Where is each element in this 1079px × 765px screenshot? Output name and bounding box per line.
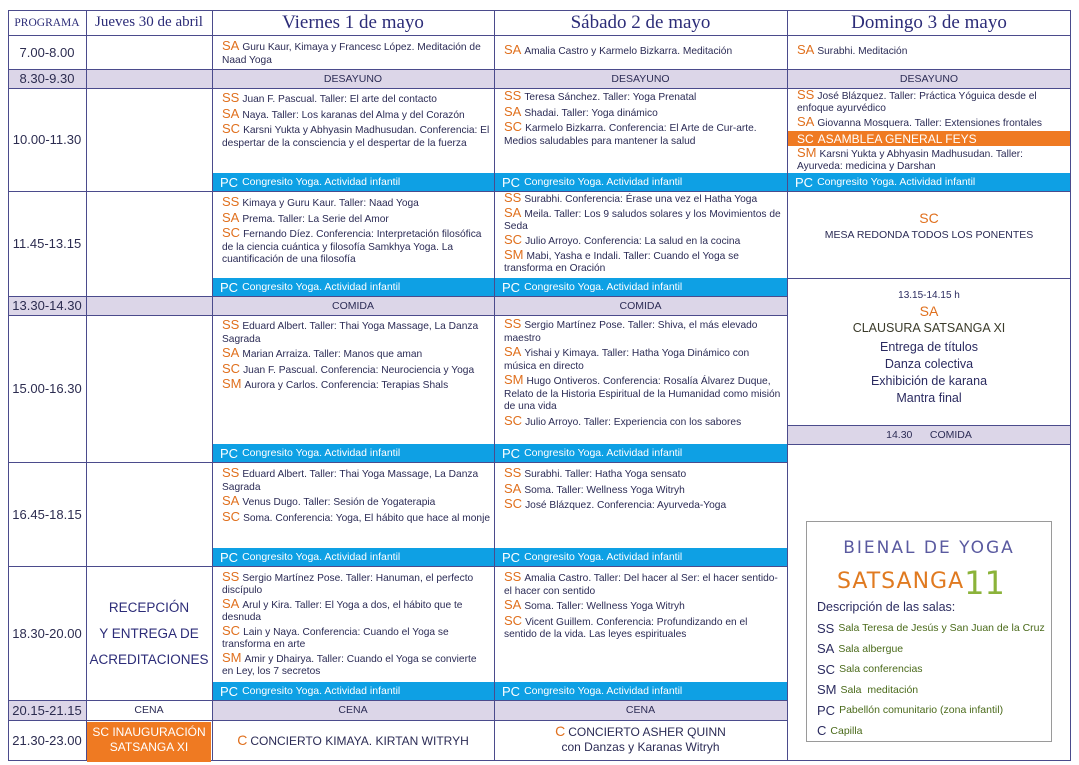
activity-text: Teresa Sánchez. Taller: Yoga Prenatal <box>524 92 697 103</box>
legend-item <box>817 700 1049 721</box>
pc-bar: PC Congresito Yoga. Actividad infantil <box>212 278 494 296</box>
pc-bar: PC Congresito Yoga. Actividad infantil <box>212 444 494 462</box>
legend-item <box>817 618 1049 639</box>
activity-item <box>504 498 782 513</box>
asamblea-banner: SC ASAMBLEA GENERAL FEYS <box>788 131 1070 146</box>
activity-item <box>222 571 490 597</box>
legend-text: Capilla <box>830 724 863 737</box>
activity-item <box>504 571 782 598</box>
activity-text: Juan F. Pascual. Conferencia: Neurociencia y Yoga <box>243 364 475 376</box>
room-code: SA <box>504 205 522 220</box>
recepcion: RECEPCIÓN Y ENTREGA DE ACREDITACIONES <box>89 600 209 667</box>
activity-item <box>504 346 784 373</box>
activity-text: Karmelo Bizkarra. Conferencia: El Arte de Cur-arte. Medios saludables para mantener la salud <box>504 123 757 147</box>
activity-text: Eduard Albert. Taller: Thai Yoga Massage, La Danza Sagrada <box>222 321 479 345</box>
activity-text: Sergio Martínez Pose. Taller: Shiva, el más elevado maestro <box>504 320 758 344</box>
header-viernes: Viernes 1 de mayo <box>282 11 424 33</box>
grid-line <box>8 462 787 463</box>
sabado-r3 <box>504 90 782 149</box>
domingo-r3b <box>797 147 1065 174</box>
legend-item <box>817 721 1049 742</box>
sabado-r6 <box>504 318 784 430</box>
room-code: SA <box>222 38 240 53</box>
legend-text: Sala Teresa de Jesús y San Juan de la Cruz <box>838 622 1045 635</box>
grid-line <box>8 296 787 297</box>
room-code: SS <box>222 90 240 105</box>
activity-item <box>222 625 490 651</box>
activity-item <box>504 480 782 498</box>
room-code: SS <box>797 87 815 102</box>
activity-item <box>222 196 490 211</box>
activity-item <box>504 103 782 121</box>
room-code: SS <box>504 88 522 103</box>
legend-text: Sala albergue <box>838 642 904 655</box>
activity-text: Karsni Yukta y Abhyasin Madhusudan. Taller: Ayurveda: medicina y Darshan <box>797 149 1023 172</box>
activity-item <box>222 123 490 150</box>
activity-item <box>504 90 782 105</box>
legend-item <box>817 639 1049 660</box>
activity-item <box>504 318 784 345</box>
room-code: SA <box>222 209 240 225</box>
activity-text: Fernando Díez. Conferencia: Interpretación filosófica de la ciencia cuántica y filosofía Samkhya Yoga. La cuantificación de una filosofía <box>222 229 482 265</box>
time-slot: 10.00-11.30 <box>12 132 82 147</box>
grid-line <box>212 10 213 761</box>
time-slot: 13.30-14.30 <box>12 298 82 313</box>
room-code: SA <box>222 493 240 508</box>
pc-bar: PC Congresito Yoga. Actividad infantil <box>494 444 787 462</box>
activity-text: Hugo Ontiveros. Conferencia: Rosalía Álvarez Duque, Relato de la Historia Espiritual de la Humanidad como misión de una vida <box>504 376 781 412</box>
viernes-r4 <box>222 196 490 268</box>
activity-text: Soma. Taller: Wellness Yoga Witryh <box>524 601 685 612</box>
pc-bar: PC Congresito Yoga. Actividad infantil <box>787 173 1071 191</box>
activity-item <box>222 347 490 362</box>
desayuno-label: DESAYUNO <box>899 73 959 85</box>
activity-text: Lain y Naya. Conferencia: Cuando el Yoga se transforma en arte <box>222 627 449 650</box>
cena-label: CENA <box>338 704 368 716</box>
room-code: SA <box>797 42 815 57</box>
activity-text: Giovanna Mosquera. Taller: Extensiones frontales <box>817 118 1042 129</box>
activity-text: Arul y Kira. Taller: El Yoga a dos, el hábito que te desnuda <box>222 600 463 623</box>
activity-item <box>222 105 490 123</box>
time-slot: 18.30-20.00 <box>12 625 82 641</box>
legend-text: Sala conferencias <box>839 663 923 676</box>
activity-item <box>504 44 782 59</box>
room-code: SS <box>222 194 240 209</box>
activity-item <box>222 652 490 678</box>
viernes-r6 <box>222 319 490 394</box>
activity-text: Prema. Taller: La Serie del Amor <box>242 213 389 225</box>
room-code: SA <box>797 114 815 129</box>
legend-code: SC <box>817 661 836 677</box>
activity-text: Naya. Taller: Los karanas del Alma y del Corazón <box>242 109 465 121</box>
grid-line <box>787 278 1071 279</box>
grid-line <box>8 69 1071 70</box>
pc-bar: PC Congresito Yoga. Actividad infantil <box>212 173 494 191</box>
concierto-viernes: C CONCIERTO KIMAYA. KIRTAN WITRYH <box>237 732 469 748</box>
grid-line <box>8 566 787 567</box>
pc-bar: PC Congresito Yoga. Actividad infantil <box>212 548 494 566</box>
pc-bar: PC Congresito Yoga. Actividad infantil <box>494 682 787 700</box>
room-code: SA <box>222 105 240 121</box>
room-code: SM <box>797 145 817 160</box>
header-jueves: Jueves 30 de abril <box>95 14 203 30</box>
room-code: SM <box>222 376 242 391</box>
domingo-r1 <box>797 44 1065 60</box>
room-code: SM <box>222 650 242 665</box>
activity-text: José Blázquez. Taller: Práctica Yóguica desde el enfoque ayurvédico <box>797 91 1037 114</box>
desayuno-label: DESAYUNO <box>323 73 383 85</box>
room-code: SA <box>222 345 240 360</box>
room-code: SS <box>504 465 522 480</box>
room-code: SS <box>504 569 522 584</box>
activity-text: Eduard Albert. Taller: Thai Yoga Massage, La Danza Sagrada <box>222 469 479 493</box>
activity-text: Karsni Yukta y Abhyasin Madhusudan. Conferencia: El despertar de la consciencia y el despertar de la fuerza <box>222 125 490 149</box>
legend-item <box>817 659 1049 680</box>
activity-item <box>222 508 490 526</box>
viernes-r7 <box>222 467 490 526</box>
grid-line <box>787 425 1071 426</box>
activity-item <box>797 89 1067 115</box>
activity-item <box>222 495 490 510</box>
activity-text: Meila. Taller: Los 9 saludos solares y los Movimientos de Seda <box>504 209 781 232</box>
legend-box <box>806 521 1052 742</box>
time-slot: 16.45-18.15 <box>12 506 82 522</box>
pc-bar: PC Congresito Yoga. Actividad infantil <box>494 173 787 191</box>
activity-text: José Blázquez. Conferencia: Ayurveda-Yoga <box>525 500 727 511</box>
sabado-r1 <box>504 44 782 60</box>
activity-item <box>504 192 782 206</box>
activity-item <box>504 374 784 414</box>
activity-text: Julio Arroyo. Conferencia: La salud en la cocina <box>525 236 741 247</box>
cena-label: CENA <box>134 704 164 716</box>
activity-item <box>504 121 782 148</box>
activity-text: Soma. Taller: Wellness Yoga Witryh <box>524 484 685 496</box>
room-code: SC <box>504 232 523 247</box>
activity-item <box>504 234 782 248</box>
room-code: SA <box>504 344 522 359</box>
grid-line <box>494 10 495 761</box>
grid-line <box>8 10 1071 11</box>
grid-line <box>8 35 1071 36</box>
activity-text: Mabi, Yasha e Indali. Taller: Cuando el Yoga se transforma en Oración <box>504 251 739 274</box>
activity-item <box>797 44 1065 59</box>
legend-code: C <box>817 723 827 739</box>
activity-item <box>797 116 1067 130</box>
activity-item <box>222 227 490 267</box>
time-slot: 15.00-16.30 <box>12 381 82 396</box>
grid-line <box>8 720 787 721</box>
room-code: SS <box>504 190 522 205</box>
comida-label: COMIDA <box>332 300 374 312</box>
room-code: SA <box>504 480 522 496</box>
mesa-redonda: SC MESA REDONDA TODOS LOS PONENTES <box>824 210 1034 241</box>
legend-text: Pabellón comunitario (zona infantil) <box>839 704 1004 717</box>
comida-domingo-label: 14.30 COMIDA <box>886 429 972 441</box>
activity-text: Julio Arroyo. Taller: Experiencia con los sabores <box>525 416 742 428</box>
activity-text: Aurora y Carlos. Conferencia: Terapias Shals <box>244 380 449 391</box>
room-code: SA <box>222 596 240 611</box>
activity-item <box>504 207 782 233</box>
activity-text: Juan F. Pascual. Taller: El arte del contacto <box>242 94 437 105</box>
room-code: SC <box>504 119 523 134</box>
legend-item <box>817 680 1049 701</box>
comida-label: COMIDA <box>619 300 662 312</box>
activity-text: Surabhi. Conferencia: Érase una vez el Hatha Yoga <box>524 194 758 205</box>
room-code: SC <box>222 508 241 524</box>
room-code: SA <box>504 42 522 57</box>
activity-text: Yishai y Kimaya. Taller: Hatha Yoga Dinámico con música en directo <box>504 348 750 372</box>
activity-text: Vicent Guillem. Conferencia: Profundizando en el sentido de la vida. Las leyes espirituales <box>504 616 748 640</box>
activity-text: Shadai. Taller: Yoga dinámico <box>524 107 658 119</box>
activity-item <box>222 467 490 494</box>
activity-text: Amir y Dhairya. Taller: Cuando el Yoga se convierte en Ley, los 7 secretos <box>222 654 477 677</box>
activity-item <box>504 412 784 430</box>
activity-item <box>222 598 490 624</box>
activity-text: Surabhi. Meditación <box>817 46 908 57</box>
viernes-r1 <box>222 40 490 68</box>
room-code: SC <box>222 225 241 240</box>
legend-code: SM <box>817 682 837 698</box>
activity-text: Sergio Martínez Pose. Taller: Hanuman, el perfecto discípulo <box>222 573 474 596</box>
legend-text: Sala meditación <box>840 683 919 696</box>
room-code: SC <box>222 360 241 376</box>
room-code: SS <box>504 316 522 331</box>
pc-bar: PC Congresito Yoga. Actividad infantil <box>494 278 787 296</box>
time-slot: 20.15-21.15 <box>12 702 82 718</box>
room-code: SC <box>504 496 523 511</box>
time-slot: 7.00-8.00 <box>19 45 75 60</box>
inauguracion-banner: SC INAUGURACIÓN SATSANGA XI <box>87 722 211 762</box>
room-code: SA <box>504 597 522 612</box>
legend-logo: SATSANGA11 <box>837 564 1005 602</box>
time-slot: 11.45-13.15 <box>12 236 82 251</box>
activity-item <box>222 92 490 107</box>
domingo-r3a <box>797 89 1067 131</box>
activity-item <box>504 249 782 275</box>
header-domingo: Domingo 3 de mayo <box>851 11 1007 33</box>
viernes-r8 <box>222 571 490 679</box>
room-code: SC <box>222 623 241 638</box>
legend-code: SA <box>817 641 835 657</box>
room-code: SS <box>222 317 240 332</box>
grid-line <box>8 315 787 316</box>
sabado-r7 <box>504 467 782 514</box>
room-code: SM <box>504 372 524 387</box>
activity-text: Soma. Conferencia: Yoga, El hábito que hace al monje <box>243 512 490 524</box>
activity-text: Kimaya y Guru Kaur. Taller: Naad Yoga <box>242 198 419 209</box>
time-slot: 21.30-23.00 <box>12 732 82 748</box>
activity-text: Surabhi. Taller: Hatha Yoga sensato <box>524 469 687 480</box>
activity-item <box>504 467 782 482</box>
legend-list <box>817 618 1049 741</box>
room-code: SC <box>504 612 523 628</box>
legend-subtitle: Descripción de las salas: <box>817 600 956 614</box>
pc-bar: PC Congresito Yoga. Actividad infantil <box>494 548 787 566</box>
room-code: SC <box>222 121 241 136</box>
room-code: SS <box>222 569 240 584</box>
clausura: 13.15-14.15 h SA CLAUSURA SATSANGA XI Entrega de títulos Danza colectiva Exhibición de karana Mantra final <box>852 290 1006 405</box>
time-slot: 8.30-9.30 <box>19 71 75 86</box>
activity-item <box>222 319 490 346</box>
activity-item <box>222 360 490 378</box>
legend-code: PC <box>817 702 836 718</box>
room-code: SA <box>504 103 522 119</box>
sabado-r4 <box>504 192 782 276</box>
room-code: SS <box>222 465 240 480</box>
activity-item <box>797 147 1065 173</box>
legend-title: BIENAL DE YOGA <box>843 538 1015 558</box>
concierto-sabado: C CONCIERTO ASHER QUINN con Danzas y Karanas Witryh <box>555 723 726 754</box>
activity-item <box>504 599 782 614</box>
room-code: SC <box>504 412 523 428</box>
legend-code: SS <box>817 620 835 636</box>
activity-text: Guru Kaur, Kimaya y Francesc López. Meditación de Naad Yoga <box>222 42 481 66</box>
viernes-r3 <box>222 92 490 151</box>
sabado-r8 <box>504 571 782 643</box>
activity-item <box>222 40 490 67</box>
activity-item <box>222 209 490 227</box>
activity-text: Venus Dugo. Taller: Sesión de Yogaterapia <box>242 497 436 508</box>
activity-item <box>222 378 490 393</box>
desayuno-label: DESAYUNO <box>611 73 670 85</box>
cena-label: CENA <box>625 704 656 716</box>
header-programa: PROGRAMA <box>14 16 80 29</box>
header-sabado: Sábado 2 de mayo <box>570 11 711 33</box>
activity-item <box>504 612 782 642</box>
activity-text: Marian Arraiza. Taller: Manos que aman <box>242 349 423 360</box>
activity-text: Amalia Castro. Taller: Del hacer al Ser: el hacer sentido-el hacer con sentido <box>504 573 778 597</box>
pc-bar: PC Congresito Yoga. Actividad infantil <box>212 682 494 700</box>
grid-line <box>8 700 787 701</box>
activity-text: Amalia Castro y Karmelo Bizkarra. Meditación <box>524 46 733 57</box>
grid-line <box>787 444 1071 445</box>
room-code: SM <box>504 247 524 262</box>
